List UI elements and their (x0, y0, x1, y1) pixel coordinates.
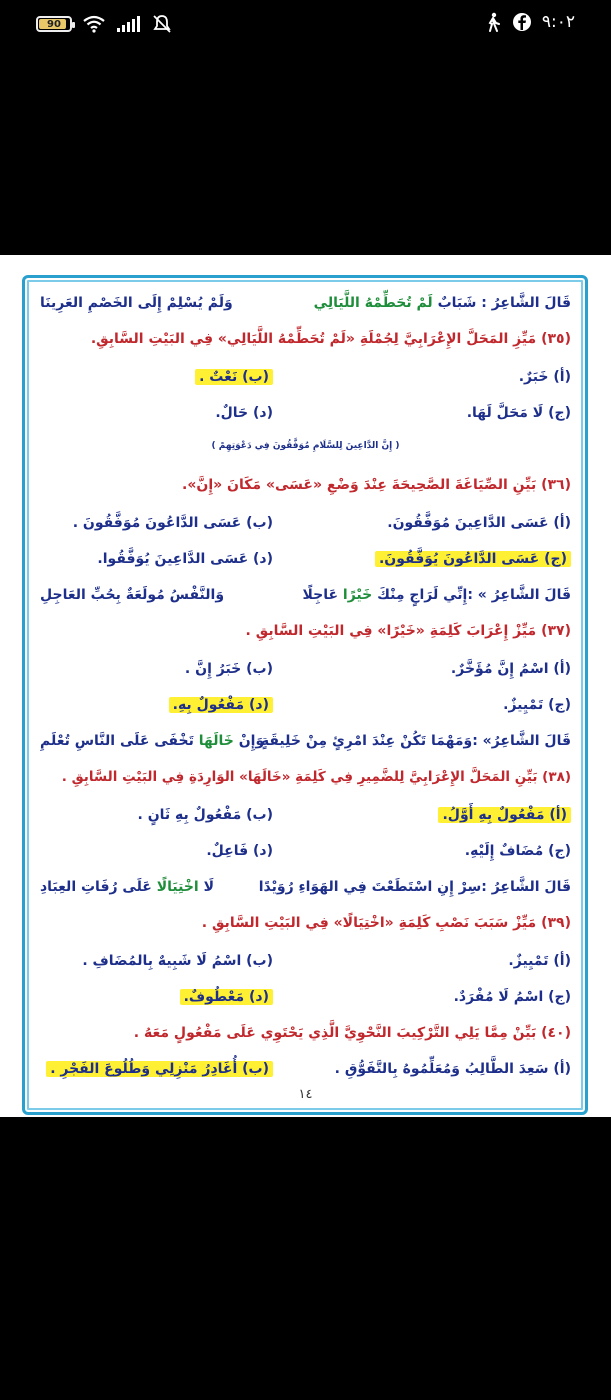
poem1-verse-b: وَلَمْ يُسْلِمْ إِلَى الخَصْمِ العَرِينَا (40, 295, 233, 311)
q37-option-d[interactable] (169, 697, 273, 713)
poem2-verse-a-end: عَاجِلًا (302, 587, 339, 603)
poem2-verse-a (302, 587, 571, 603)
poem4-verse-b-end: عَلَى رُفَاتِ العِبَادِ (40, 879, 152, 895)
q39-question: (٣٩) مَيِّزْ سَبَبَ نَصْبِ كَلِمَةِ «اخْتِيَالًا» فِي البَيْتِ السَّابِقِ . (201, 915, 571, 931)
document-page (0, 255, 611, 1117)
q35-question: (٣٥) مَيِّزِ المَحَلَّ الإِعْرَابِيَّ لِجُمْلَةِ «لَمْ تُحَطِّمْهُ اللَّيَالِي» فِي البَيْتِ السَّابِقِ. (90, 331, 571, 347)
battery-icon (36, 16, 72, 32)
status-right (484, 12, 575, 32)
q36-option-b[interactable]: (ب) عَسَى الدَّاعُونَ مُوَفَّقُونَ . (72, 515, 273, 531)
q38-option-d[interactable]: (د) فَاعِلٌ. (206, 843, 273, 859)
q38-option-b[interactable]: (ب) مَفْعُولٌ بِهِ ثَانٍ . (137, 807, 273, 823)
q35-option-b-text: (ب) نَعْتٌ . (195, 369, 273, 385)
page-number-text: ١٤ (283, 1087, 329, 1102)
q36-question: (٣٦) بَيِّنِ الصِّيَاغَةَ الصَّحِيحَةَ عِنْدَ وَضْعِ «عَسَى» مَكَانَ «إِنَّ». (182, 477, 571, 493)
q39-option-a[interactable]: (أ) تَمْيِيزٌ. (508, 953, 571, 969)
poem3-verse-b-end: تَخْفَى عَلَى النَّاسِ تُعْلَمِ (40, 733, 194, 749)
q37-option-d-text: (د) مَفْعُولٌ بِهِ. (169, 697, 273, 713)
q37-option-c[interactable]: (ج) تَمْيِيزٌ. (503, 697, 571, 713)
q40-question: (٤٠) بَيِّنْ مِمَّا يَلِي التَّرْكِيبَ النَّحْوِيَّ الَّذِي يَحْتَوِي عَلَى مَفْعُولٍ مَعَهُ . (133, 1025, 571, 1041)
signal-icon (116, 16, 142, 32)
poem4-highlight: اخْتِيَالًا (156, 879, 199, 895)
q36-option-c-text: (ج) عَسَى الدَّاعُونَ يُوَفَّقُونَ. (375, 551, 571, 567)
q35-option-c[interactable]: (ج) لَا مَحَلَّ لَهَا. (466, 405, 571, 421)
q35-option-d[interactable]: (د) حَالٌ. (215, 405, 273, 421)
q37-option-b[interactable]: (ب) خَبَرُ إِنَّ . (184, 661, 273, 677)
poem3-verse-b-start: وَإِنْ (238, 733, 265, 749)
q40-option-b-text: (ب) أُغَادِرُ مَنْزِلِي وَطُلُوعَ الفَجْرِ . (46, 1061, 273, 1077)
q39-option-c[interactable]: (ج) اسْمُ لَا مُفْرَدٌ. (453, 989, 571, 1005)
page-number (0, 1087, 611, 1102)
q36-option-c[interactable] (375, 551, 571, 567)
q36-option-d[interactable]: (د) عَسَى الدَّاعِينَ يُوَفَّقُوا. (97, 551, 273, 567)
q35-option-b[interactable] (195, 369, 273, 385)
poem3-verse-a: قَالَ الشَّاعِرُ» :وَمَهْمَا تَكُنْ عِنْدَ امْرِئٍ مِنْ خَلِيقَةٍ (260, 733, 571, 749)
poem4-verse-a: قَالَ الشَّاعِرُ :سِرْ إِنِ اسْتَطَعْتَ فِي الهَوَاءِ رُوَيْدًا (258, 879, 571, 895)
q35-option-a[interactable]: (أ) خَبَرٌ. (518, 369, 571, 385)
q38-question: (٣٨) بَيِّنِ المَحَلَّ الإِعْرَابِيَّ لِلضَّمِيرِ فِي كَلِمَةِ «خَالَهَا» الوَارِدَةِ فِي البَيْتِ السَّابِقِ . (61, 769, 571, 785)
poem3-verse-b (40, 733, 264, 749)
poem4-verse-b-start: لَا (203, 879, 215, 895)
poem1-verse-a (314, 295, 571, 311)
q39-option-d-text: (د) مَعْطُوفٌ. (180, 989, 273, 1005)
q36-option-a[interactable]: (أ) عَسَى الدَّاعِينَ مُوَفَّقُونَ. (387, 515, 571, 531)
facebook-icon (512, 12, 532, 32)
poem1-highlight: لَمْ تُحَطِّمْهُ اللَّيَالِي (313, 295, 433, 311)
q39-option-b[interactable]: (ب) اسْمُ لَا شَبِيهٌ بِالمُضَافِ . (82, 953, 273, 969)
poem4-verse-b (40, 879, 214, 895)
battery-percent: 90 (47, 18, 61, 30)
poem1-verse-a-start: شَبَابٌ (437, 295, 477, 311)
clock: ٩:٠٢ (541, 12, 575, 32)
poem3-highlight: خَالَهَا (198, 733, 234, 749)
wifi-icon (82, 15, 106, 33)
walking-icon (484, 12, 502, 32)
poem2-lead: قَالَ الشَّاعِرُ » :إِنِّي لَرَاجٍ مِنْكَ (377, 587, 571, 603)
status-bar (0, 0, 611, 48)
q38-option-a[interactable] (438, 807, 571, 823)
q38-option-a-text: (أ) مَفْعُولٌ بِهِ أَوَّلُ. (438, 807, 571, 823)
poem2-verse-b: وَالنَّفْسُ مُولَعَةٌ بِحُبِّ العَاجِلِ (40, 587, 225, 603)
notifications-off-icon (152, 14, 172, 34)
q40-option-a[interactable]: (أ) سَعِدَ الطَّالِبُ وَمُعَلِّمُوهُ بِالتَّفَوُّقِ . (334, 1061, 571, 1077)
poem2-highlight: خَيْرًا (342, 587, 373, 603)
q39-option-d[interactable] (180, 989, 273, 1005)
q36-quote: ( إِنَّ الدَّاعِينَ لِلسَّلَامِ مُوَفَّقُونَ فِي دَعْوَتِهِمْ ) (211, 441, 400, 451)
q37-question: (٣٧) مَيِّزْ إِعْرَابَ كَلِمَةِ «خَيْرًا» فِي البَيْتِ السَّابِقِ . (245, 623, 571, 639)
poem1-lead: قَالَ الشَّاعِرُ : (481, 295, 571, 311)
q40-option-b[interactable] (46, 1061, 273, 1077)
q38-option-c[interactable]: (ج) مُضَافٌ إِلَيْهِ. (464, 843, 571, 859)
status-left (36, 14, 172, 34)
q37-option-a[interactable]: (أ) اسْمُ إِنَّ مُؤَخَّرٌ. (450, 661, 571, 677)
